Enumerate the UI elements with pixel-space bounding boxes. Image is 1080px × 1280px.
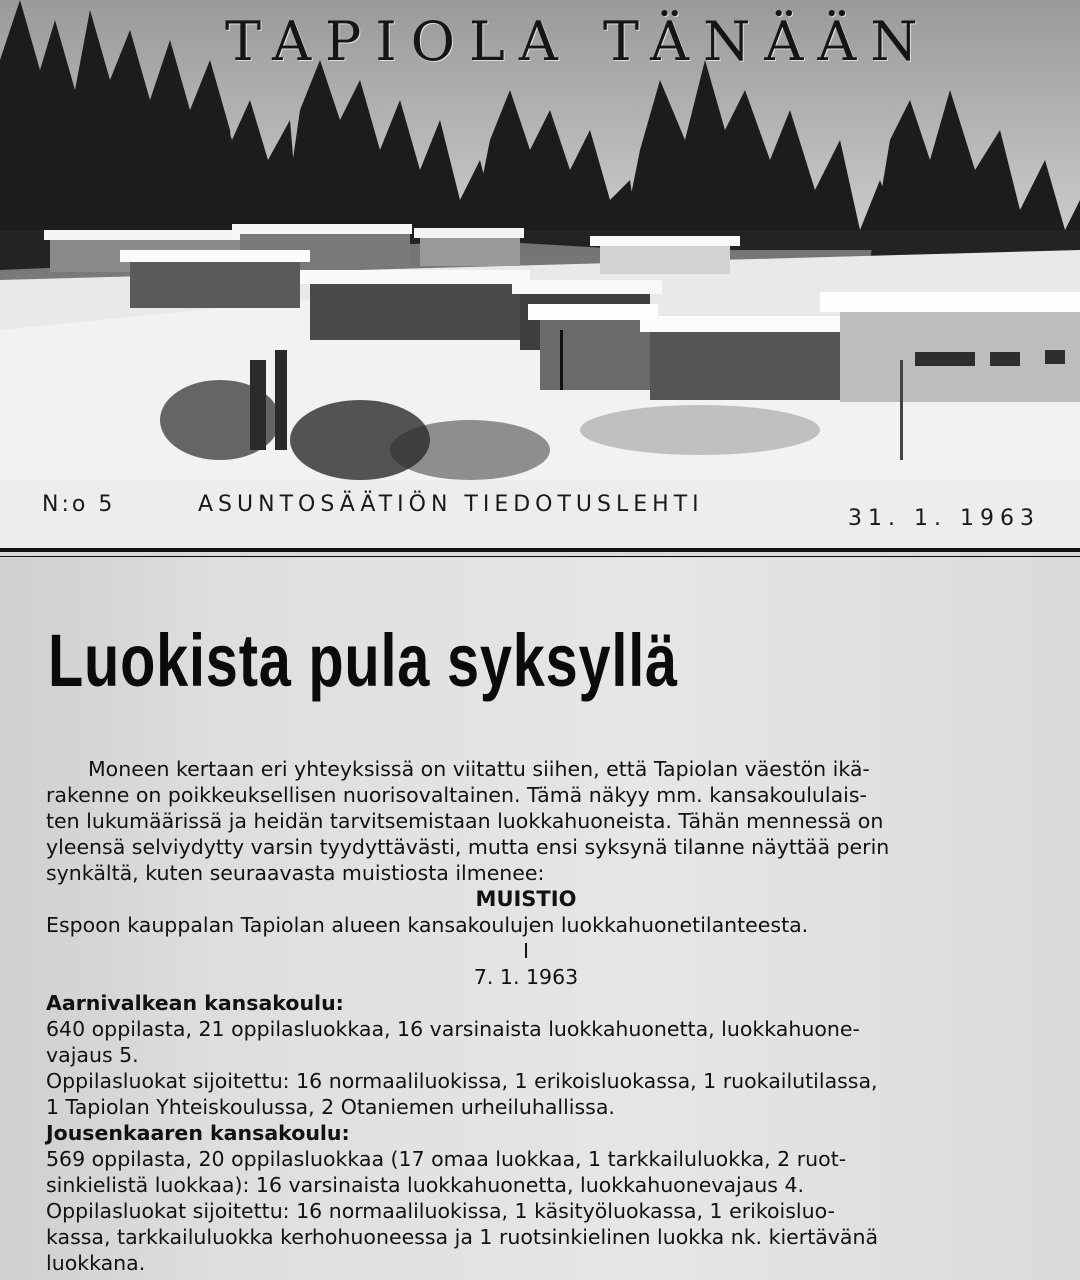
masthead-photo xyxy=(0,0,1080,480)
memo-numeral: I xyxy=(522,939,530,963)
memo-date: 7. 1. 1963 xyxy=(473,965,579,989)
intro-line: rakenne on poikkeuksellisen nuorisovaltainen. Tämä näkyy mm. kansakoululais- xyxy=(46,783,867,807)
divider-rule-thin xyxy=(0,556,1080,557)
school-line: 640 oppilasta, 21 oppilasluokkaa, 16 varsinaista luokkahuonetta, luokkahuone- xyxy=(46,1017,860,1041)
school-line: vajaus 5. xyxy=(46,1043,139,1067)
school-line: luokkana. xyxy=(46,1251,146,1275)
school-line: 569 oppilasta, 20 oppilasluokkaa (17 omaa luokkaa, 1 tarkkailuluokka, 2 ruot- xyxy=(46,1147,847,1171)
memo-subject: Espoon kauppalan Tapiolan alueen kansakoulujen luokkahuonetilanteesta. xyxy=(46,913,809,937)
issue-number: N:o 5 xyxy=(42,492,116,517)
school-line: sinkielistä luokkaa): 16 varsinaista luokkahuonetta, luokkahuonevajaus 4. xyxy=(46,1173,805,1197)
school-heading: Aarnivalkean kansakoulu: xyxy=(46,991,344,1015)
issue-date: 31. 1. 1963 xyxy=(848,506,1040,531)
school-heading: Jousenkaaren kansakoulu: xyxy=(46,1121,350,1145)
school-line: 1 Tapiolan Yhteiskoulussa, 2 Otaniemen urheiluhallissa. xyxy=(46,1095,615,1119)
newsletter-subtitle: ASUNTOSÄÄTIÖN TIEDOTUSLEHTI xyxy=(198,492,704,517)
masthead-title: TAPIOLA TÄNÄÄN xyxy=(225,10,932,73)
intro-line: synkältä, kuten seuraavasta muistiosta ilmenee: xyxy=(46,861,545,885)
intro-line: ten lukumäärissä ja heidän tarvitsemistaan luokkahuoneista. Tähän mennessä on xyxy=(46,809,884,833)
intro-line: yleensä selviydytty varsin tyydyttävästi, mutta ensi syksynä tilanne näyttää perin xyxy=(46,835,890,859)
school-line: Oppilasluokat sijoitettu: 16 normaaliluokissa, 1 käsityöluokassa, 1 erikoisluo- xyxy=(46,1199,835,1223)
divider-rule xyxy=(0,548,1080,552)
memo-title: MUISTIO xyxy=(475,887,577,911)
article-body xyxy=(46,756,1006,1276)
intro-line: Moneen kertaan eri yhteyksissä on viitattu siihen, että Tapiolan väestön ikä- xyxy=(88,757,870,781)
school-line: Oppilasluokat sijoitettu: 16 normaaliluokissa, 1 erikoisluokassa, 1 ruokailutilassa, xyxy=(46,1069,878,1093)
school-line: kassa, tarkkailuluokka kerhohuoneessa ja 1 ruotsinkielinen luokka nk. kiertävänä xyxy=(46,1225,879,1249)
article-headline: Luokista pula syksyllä xyxy=(48,619,678,702)
